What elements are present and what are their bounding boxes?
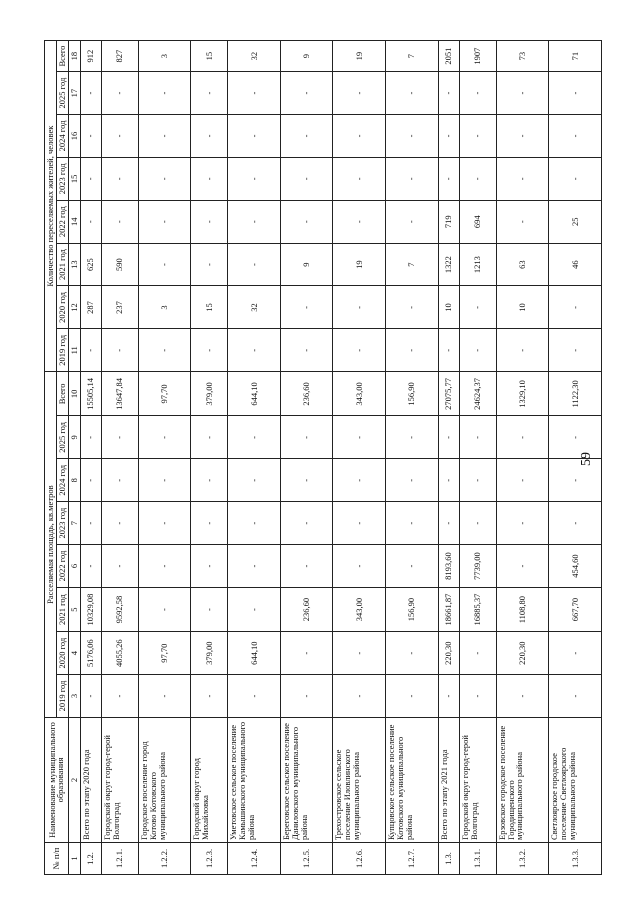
people-cell: 25 (549, 200, 602, 243)
table-row (438, 41, 459, 875)
area-cell: 18661,87 (438, 587, 459, 631)
area-total-cell: 1122,30 (549, 372, 602, 416)
area-total-cell: 27075,77 (438, 372, 459, 416)
area-cell: 343,00 (333, 587, 386, 631)
people-cell: 46 (549, 243, 602, 286)
people-cell: 1322 (438, 243, 459, 286)
row-name: Трехостровское сельское поселение Иловлинского муниципального района (333, 717, 386, 842)
area-cell: 7739,00 (459, 545, 496, 588)
area-total-cell: 13647,84 (101, 372, 138, 416)
people-total-cell: 9 (280, 41, 333, 72)
people-cell: 7 (386, 243, 439, 286)
header-year: 2021 год (56, 243, 68, 286)
area-cell: - (333, 502, 386, 545)
area-cell: - (459, 416, 496, 459)
header-total: Всего (56, 372, 68, 416)
column-number: 17 (68, 72, 80, 115)
area-cell: - (280, 632, 333, 675)
people-total-cell: 827 (101, 41, 138, 72)
area-cell: - (80, 545, 101, 588)
column-number: 8 (68, 459, 80, 502)
area-cell: - (496, 416, 549, 459)
people-cell: - (386, 115, 439, 158)
column-number: 10 (68, 372, 80, 416)
people-cell: - (459, 286, 496, 329)
people-cell: - (459, 157, 496, 200)
people-cell: 1213 (459, 243, 496, 286)
table-wrapper (44, 40, 602, 875)
area-cell: - (496, 675, 549, 718)
header-area-group: Расселяемая площадь, кв.метров (45, 372, 57, 718)
row-number: 1.2.6. (333, 842, 386, 874)
area-cell: - (333, 675, 386, 718)
people-cell: - (280, 72, 333, 115)
area-cell: - (459, 459, 496, 502)
area-cell: 220,30 (496, 632, 549, 675)
area-cell: - (80, 459, 101, 502)
column-number: 7 (68, 502, 80, 545)
header-year: 2019 год (56, 329, 68, 372)
column-number: 9 (68, 416, 80, 459)
table-row (138, 41, 191, 875)
people-cell: - (191, 243, 228, 286)
area-cell: - (438, 416, 459, 459)
header-year: 2024 год (56, 115, 68, 158)
area-cell: - (80, 416, 101, 459)
area-cell: 8193,60 (438, 545, 459, 588)
people-cell: - (459, 72, 496, 115)
header-year: 2021 год (56, 587, 68, 631)
area-cell: - (459, 632, 496, 675)
area-cell: - (228, 545, 281, 588)
area-cell: - (438, 502, 459, 545)
people-cell: - (333, 329, 386, 372)
people-cell: 9 (280, 243, 333, 286)
people-cell: - (333, 157, 386, 200)
people-cell: - (438, 72, 459, 115)
area-cell: - (386, 502, 439, 545)
column-number: 16 (68, 115, 80, 158)
area-cell: - (228, 502, 281, 545)
people-cell: 15 (191, 286, 228, 329)
row-number: 1.3.1. (459, 842, 496, 874)
people-cell: - (80, 200, 101, 243)
area-cell: - (138, 545, 191, 588)
area-cell: - (191, 545, 228, 588)
area-cell: - (228, 459, 281, 502)
row-name: Ерзовское городское поселение Городищенского муниципального района (496, 717, 549, 842)
page-number: 59 (579, 452, 594, 466)
area-cell: - (333, 459, 386, 502)
area-cell: 9592,58 (101, 587, 138, 631)
row-number: 1.2. (80, 842, 101, 874)
people-cell: - (101, 115, 138, 158)
people-cell: - (191, 115, 228, 158)
area-cell: 667,70 (549, 587, 602, 631)
area-cell: - (138, 416, 191, 459)
people-cell: - (101, 329, 138, 372)
area-cell: 156,90 (386, 587, 439, 631)
area-cell: - (549, 416, 602, 459)
table-row (549, 41, 602, 875)
people-cell: - (80, 157, 101, 200)
row-name: Городской округ город-герой Волгоград (459, 717, 496, 842)
table-row (459, 41, 496, 875)
column-number: 4 (68, 632, 80, 675)
people-cell: - (228, 243, 281, 286)
row-number: 1.3. (438, 842, 459, 874)
area-cell: - (386, 632, 439, 675)
people-cell: 287 (80, 286, 101, 329)
people-cell: - (496, 157, 549, 200)
row-number: 1.3.2. (496, 842, 549, 874)
header-year: 2024 год (56, 459, 68, 502)
header-no: № п/п (45, 842, 69, 874)
area-cell: - (496, 459, 549, 502)
people-cell: - (386, 286, 439, 329)
people-cell: 10 (438, 286, 459, 329)
row-number: 1.2.4. (228, 842, 281, 874)
area-cell: - (80, 675, 101, 718)
area-cell: - (191, 587, 228, 631)
column-number: 5 (68, 587, 80, 631)
header-year: 2022 год (56, 545, 68, 588)
row-name: Всего по этапу 2020 года (80, 717, 101, 842)
people-cell: - (101, 157, 138, 200)
area-total-cell: 644,10 (228, 372, 281, 416)
area-cell: - (549, 502, 602, 545)
area-cell: - (549, 632, 602, 675)
area-cell: 10329,08 (80, 587, 101, 631)
people-cell: - (549, 157, 602, 200)
people-cell: - (333, 115, 386, 158)
people-cell: 10 (496, 286, 549, 329)
table-row (80, 41, 101, 875)
people-cell: - (138, 329, 191, 372)
people-cell: - (280, 200, 333, 243)
people-cell: 63 (496, 243, 549, 286)
area-cell: - (191, 502, 228, 545)
area-cell: - (280, 502, 333, 545)
row-number: 1.3.3. (549, 842, 602, 874)
people-cell: - (191, 200, 228, 243)
people-cell: - (138, 115, 191, 158)
people-cell: - (101, 72, 138, 115)
people-cell: - (333, 72, 386, 115)
table-row (101, 41, 138, 875)
table-row (386, 41, 439, 875)
people-cell: - (191, 157, 228, 200)
area-cell: - (101, 675, 138, 718)
area-cell: 454,60 (549, 545, 602, 588)
row-name: Всего по этапу 2021 года (438, 717, 459, 842)
people-cell: - (459, 329, 496, 372)
area-total-cell: 343,00 (333, 372, 386, 416)
row-number: 1.2.1. (101, 842, 138, 874)
people-cell: - (280, 115, 333, 158)
people-cell: - (496, 329, 549, 372)
header-year: 2023 год (56, 157, 68, 200)
header-name: Наименование муниципального образования (45, 717, 69, 842)
area-cell: 1108,80 (496, 587, 549, 631)
area-cell: - (386, 545, 439, 588)
area-cell: - (101, 416, 138, 459)
area-cell: 379,00 (191, 632, 228, 675)
column-number: 12 (68, 286, 80, 329)
people-cell: 694 (459, 200, 496, 243)
row-name: Светлоярское городское поселение Светлоярского муниципального района (549, 717, 602, 842)
people-cell: - (549, 286, 602, 329)
area-cell: - (191, 416, 228, 459)
area-cell: - (386, 459, 439, 502)
people-cell: - (80, 115, 101, 158)
header-year: 2022 год (56, 200, 68, 243)
header-year: 2020 год (56, 632, 68, 675)
area-cell: - (549, 675, 602, 718)
area-cell: 4055,26 (101, 632, 138, 675)
header-people-group: Количество переселяемых жителей, человек (45, 41, 57, 372)
people-cell: - (549, 329, 602, 372)
area-cell: - (459, 502, 496, 545)
people-cell: - (438, 115, 459, 158)
area-cell: - (191, 459, 228, 502)
people-cell: 719 (438, 200, 459, 243)
people-total-cell: 19 (333, 41, 386, 72)
column-number: 2 (68, 717, 80, 842)
row-name: Городской округ город-герой Волгоград (101, 717, 138, 842)
area-cell: - (280, 545, 333, 588)
row-name: Купцовское сельское поселение Котовского муниципального района (386, 717, 439, 842)
people-cell: - (496, 200, 549, 243)
area-cell: - (438, 459, 459, 502)
area-cell: 644,10 (228, 632, 281, 675)
area-cell: - (191, 675, 228, 718)
people-cell: 237 (101, 286, 138, 329)
people-cell: - (138, 200, 191, 243)
column-number: 18 (68, 41, 80, 72)
area-cell: - (101, 502, 138, 545)
people-cell: - (228, 329, 281, 372)
people-cell: - (80, 329, 101, 372)
area-cell: 16885,37 (459, 587, 496, 631)
column-number: 6 (68, 545, 80, 588)
row-number: 1.2.2. (138, 842, 191, 874)
people-cell: - (549, 115, 602, 158)
people-cell: - (228, 72, 281, 115)
people-total-cell: 912 (80, 41, 101, 72)
people-cell: - (138, 157, 191, 200)
area-cell: - (228, 675, 281, 718)
area-cell: - (459, 675, 496, 718)
area-cell: - (280, 675, 333, 718)
area-cell: - (496, 545, 549, 588)
area-cell: - (138, 587, 191, 631)
area-cell: 97,70 (138, 632, 191, 675)
people-total-cell: 3 (138, 41, 191, 72)
people-cell: - (80, 72, 101, 115)
area-cell: - (138, 502, 191, 545)
column-number: 3 (68, 675, 80, 718)
people-cell: - (386, 157, 439, 200)
people-total-cell: 73 (496, 41, 549, 72)
area-total-cell: 97,70 (138, 372, 191, 416)
people-cell: - (228, 157, 281, 200)
people-total-cell: 7 (386, 41, 439, 72)
people-cell: 3 (138, 286, 191, 329)
area-cell: - (386, 416, 439, 459)
header-year: 2025 год (56, 416, 68, 459)
people-cell: - (333, 286, 386, 329)
area-cell: 5176,06 (80, 632, 101, 675)
area-total-cell: 1329,10 (496, 372, 549, 416)
area-cell: - (228, 587, 281, 631)
area-total-cell: 236,60 (280, 372, 333, 416)
row-number: 1.2.7. (386, 842, 439, 874)
header-year: 2019 год (56, 675, 68, 718)
column-number: 1 (68, 842, 80, 874)
column-number: 14 (68, 200, 80, 243)
area-cell: 236,60 (280, 587, 333, 631)
table-row (280, 41, 333, 875)
area-cell: - (496, 502, 549, 545)
row-name: Уметовское сельское поселение Камышинского муниципального района (228, 717, 281, 842)
area-cell: - (386, 675, 439, 718)
people-cell: - (549, 72, 602, 115)
column-number: 13 (68, 243, 80, 286)
people-cell: 625 (80, 243, 101, 286)
people-total-cell: 71 (549, 41, 602, 72)
area-cell: - (101, 459, 138, 502)
area-cell: - (438, 675, 459, 718)
area-total-cell: 379,00 (191, 372, 228, 416)
area-cell: - (228, 416, 281, 459)
area-total-cell: 15505,14 (80, 372, 101, 416)
row-name: Береговское сельское поселение Даниловского муниципального района (280, 717, 333, 842)
area-cell: - (333, 632, 386, 675)
people-cell: - (459, 115, 496, 158)
people-cell: - (191, 72, 228, 115)
row-number: 1.2.5. (280, 842, 333, 874)
area-cell: - (549, 459, 602, 502)
people-total-cell: 1907 (459, 41, 496, 72)
area-cell: - (101, 545, 138, 588)
header-year: 2025 год (56, 72, 68, 115)
table-row (228, 41, 281, 875)
table-row (333, 41, 386, 875)
people-cell: 32 (228, 286, 281, 329)
people-cell: - (386, 72, 439, 115)
area-cell: - (333, 545, 386, 588)
people-total-cell: 15 (191, 41, 228, 72)
people-cell: - (280, 286, 333, 329)
people-cell: - (333, 200, 386, 243)
header-year: 2020 год (56, 286, 68, 329)
people-cell: - (138, 243, 191, 286)
area-cell: - (280, 459, 333, 502)
people-cell: 590 (101, 243, 138, 286)
people-cell: - (280, 329, 333, 372)
row-name: Городской округ город Михайловка (191, 717, 228, 842)
people-total-cell: 32 (228, 41, 281, 72)
people-cell: - (438, 329, 459, 372)
people-cell: - (280, 157, 333, 200)
area-cell: - (280, 416, 333, 459)
people-cell: - (228, 115, 281, 158)
people-cell: - (438, 157, 459, 200)
area-cell: - (138, 459, 191, 502)
table-row (496, 41, 549, 875)
people-cell: - (496, 115, 549, 158)
people-cell: - (138, 72, 191, 115)
people-cell: - (496, 72, 549, 115)
header-total: Всего (56, 41, 68, 72)
area-cell: - (80, 502, 101, 545)
area-total-cell: 156,90 (386, 372, 439, 416)
table-row (191, 41, 228, 875)
people-total-cell: 2051 (438, 41, 459, 72)
column-number: 15 (68, 157, 80, 200)
resettlement-table (44, 40, 602, 875)
area-cell: - (333, 416, 386, 459)
row-name: Городское поселение город Котово Котовского муниципального района (138, 717, 191, 842)
row-number: 1.2.3. (191, 842, 228, 874)
people-cell: - (386, 200, 439, 243)
people-cell: - (101, 200, 138, 243)
people-cell: - (191, 329, 228, 372)
people-cell: - (228, 200, 281, 243)
column-number: 11 (68, 329, 80, 372)
header-year: 2023 год (56, 502, 68, 545)
people-cell: - (386, 329, 439, 372)
area-total-cell: 24624,37 (459, 372, 496, 416)
area-cell: 220,30 (438, 632, 459, 675)
people-cell: 19 (333, 243, 386, 286)
area-cell: - (138, 675, 191, 718)
